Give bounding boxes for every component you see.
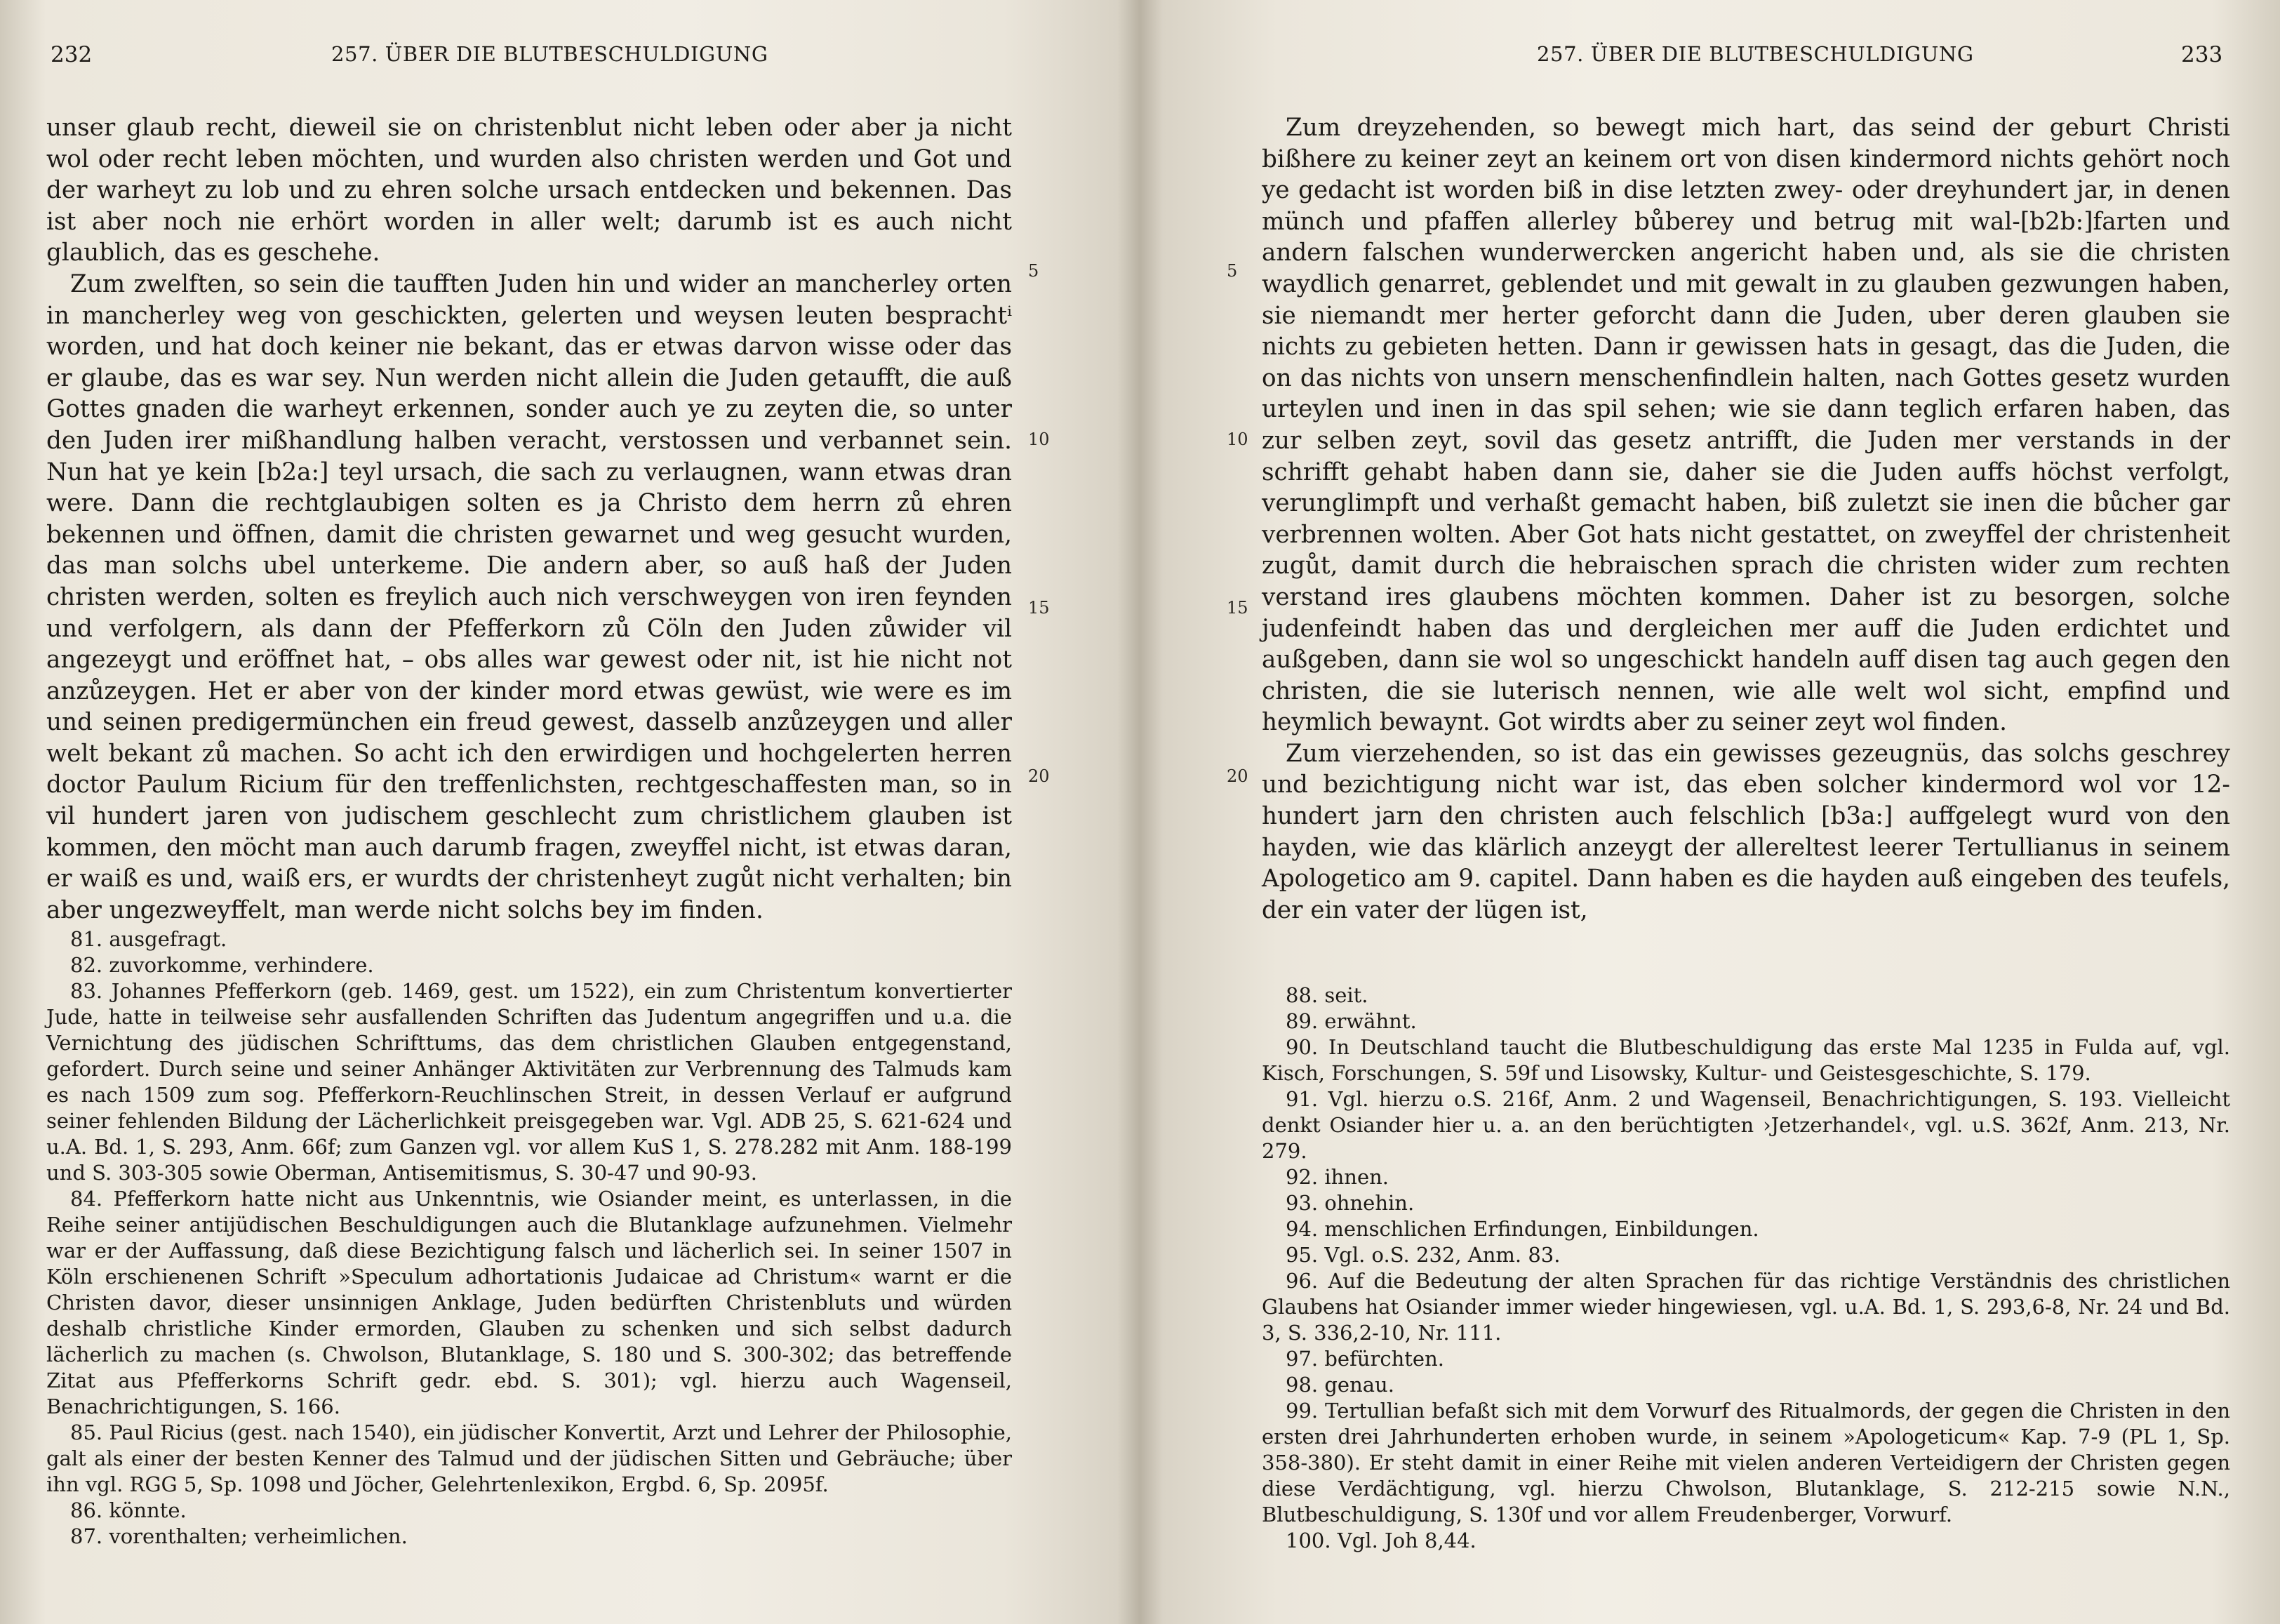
line-number: 15	[1028, 598, 1050, 618]
footnotes	[46, 926, 1012, 1550]
footnote: 97. befürchten.	[1286, 1347, 1444, 1371]
right-page	[1137, 0, 2280, 1624]
line-number: 15	[1227, 598, 1248, 618]
running-head: 257. ÜBER DIE BLUTBESCHULDIGUNG	[1537, 42, 1974, 66]
footnote: 81. ausgefragt.	[70, 927, 227, 951]
footnote: 99. Tertullian befaßt sich mit dem Vorwurf des Ritualmords, der gegen die Christen in den ersten drei Jahrhunderten erhoben wurde, in seinem »Apologeticum« Kap. 7-9 (PL 1, Sp. 358-380). Er steht damit in einer Reihe mit vielen anderen Verteidigern der Christen gegen diese Verdächtigung, vgl. hierzu Chwolson, Blutanklage, S. 212-215 sowie N.N., Blutbeschuldigung, S. 130f und vor allem Freudenberger, Vorwurf.	[1262, 1399, 2230, 1526]
paragraph: unser glaub recht, dieweil sie on christenblut nicht leben oder aber ja nicht wol oder recht leben möchten, und wurden also christen werden und Got und der warheyt zu lob und zu ehren solche ursach entdecken und bekennen. Das ist aber noch nie erhört worden in aller welt; darumb ist es auch nicht glaublich, das es geschehe.	[46, 114, 1012, 267]
footnote: 96. Auf die Bedeutung der alten Sprachen für das richtige Verständnis des christlichen Glaubens hat Osiander immer wieder hingewiesen, vgl. u.A. Bd. 1, S. 293,6-8, Nr. 24 und Bd. 3, S. 336,2-10, Nr. 111.	[1262, 1269, 2230, 1345]
footnote: 83. Johannes Pfefferkorn (geb. 1469, gest. um 1522), ein zum Christentum konvertierter Jude, hatte in teilweise sehr ausfallenden Schriften das Judentum angegriffen und u.a. die Vernichtung des jüdischen Schrifttums, das dem christlichen Glauben entgegenstand, gefordert. Durch seine und seiner Anhänger Aktivitäten zur Verbrennung des Talmuds kam es nach 1509 zum sog. Pfefferkorn-Reuchlinschen Streit, in dessen Verlauf er aufgrund seiner fehlenden Bildung der Lächerlichkeit preisgegeben war. Vgl. ADB 25, S. 621-624 und u.A. Bd. 1, S. 293, Anm. 66f; zum Ganzen vgl. vor allem KuS 1, S. 278.282 mit Anm. 188-199 und S. 303-305 sowie Oberman, Antisemitismus, S. 30-47 und 90-93.	[46, 979, 1012, 1185]
main-text	[46, 112, 1012, 926]
footnotes	[1262, 983, 2230, 1554]
paragraph: Zum dreyzehenden, so bewegt mich hart, das seind der geburt Christi bißhere zu keiner zeyt an keinem ort von disen kindermord nichts gehört noch ye gedacht ist worden biß in dise letzten zwey- oder dreyhundert jar, in denen münch und pfaffen allerley bůberey und betrug mit wal-[b2b:]farten und andern falschen wunderwercken angericht haben und, als sie die christen waydlich genarret, geblendet und mit gewalt in zu glauben gezwungen haben, sie niemandt mer herter geforcht dann die Juden, uber deren glauben sie nichts zu gebieten hetten. Dann ir gewissen hats in gesagt, das die Juden, die on das nichts von unsern menschenfindlein halten, nach Gottes gesetz wurden urteylen und inen in das spil sehen; wie sie dann teglich erfaren haben, das zur selben zeyt, sovil das gesetz antrifft, die Juden mer verstands in der schrifft gehabt haben dann sie, daher sie die Juden auffs höchst verfolgt, verunglimpft und verhaßt gemacht haben, biß zuletzt sie inen die bůcher gar verbrennen wolten. Aber Got hats nicht gestattet, on zweyffel der christenheit zugůt, damit durch die hebraischen sprach die christen wider zum rechten verstand ires glaubens möchten kommen. Daher ist zu besorgen, solche judenfeindt haben das und dergleichen mer auff die Juden erdichtet und außgeben, dann sie wol so ungeschickt handeln auff disen tag auch gegen den christen, die sie luterisch nennen, wie alle welt wol sicht, empfind und heymlich bewaynt. Got wirdts aber zu seiner zeyt wol finden.	[1262, 114, 2230, 737]
footnote: 89. erwähnt.	[1286, 1009, 1417, 1033]
left-page	[0, 0, 1137, 1624]
footnote: 94. menschlichen Erfindungen, Einbildungen.	[1286, 1217, 1759, 1241]
footnote: 87. vorenthalten; verheimlichen.	[70, 1524, 408, 1548]
footnote: 86. könnte.	[70, 1498, 187, 1522]
footnote: 95. Vgl. o.S. 232, Anm. 83.	[1286, 1243, 1561, 1267]
page-number: 233	[2181, 42, 2223, 67]
footnote: 88. seit.	[1286, 983, 1368, 1007]
footnote: 82. zuvorkomme, verhindere.	[70, 953, 374, 977]
footnote: 84. Pfefferkorn hatte nicht aus Unkenntnis, wie Osiander meint, es unterlassen, in die Reihe seiner antijüdischen Beschuldigungen auch die Blutanklage aufzunehmen. Vielmehr war er der Auffassung, daß diese Bezichtigung falsch und lächerlich sei. In seiner 1507 in Köln erschienenen Schrift »Speculum adhortationis Judaicae ad Christum« warnt er die Christen davor, dieser unsinnigen Anklage, Juden bedürften Christenbluts und würden deshalb christliche Kinder ermorden, Glauben zu schenken und sich selbst dadurch lächerlich zu machen (s. Chwolson, Blutanklage, S. 180 und S. 300-302; das betreffende Zitat aus Pfefferkorns Schrift gedr. ebd. S. 301); vgl. hierzu auch Wagenseil, Benachrichtigungen, S. 166.	[46, 1187, 1012, 1418]
line-number: 5	[1227, 261, 1238, 281]
line-number: 20	[1227, 766, 1248, 786]
footnote: 85. Paul Ricius (gest. nach 1540), ein jüdischer Konvertit, Arzt und Lehrer der Philosophie, galt als einer der besten Kenner des Talmud und der jüdischen Sitten und Gebräuche; über ihn vgl. RGG 5, Sp. 1098 und Jöcher, Gelehrtenlexikon, Ergbd. 6, Sp. 2095f.	[46, 1420, 1012, 1496]
footnote: 90. In Deutschland taucht die Blutbeschuldigung das erste Mal 1235 in Fulda auf, vgl. Kisch, Forschungen, S. 59f und Lisowsky, Kultur- und Geistesgeschichte, S. 179.	[1262, 1035, 2230, 1085]
running-head: 257. ÜBER DIE BLUTBESCHULDIGUNG	[331, 42, 768, 66]
footnote: 98. genau.	[1286, 1373, 1394, 1397]
footnote: 93. ohnehin.	[1286, 1191, 1415, 1215]
line-number: 10	[1227, 430, 1248, 449]
footnote: 92. ihnen.	[1286, 1165, 1389, 1189]
footnote: 91. Vgl. hierzu o.S. 216f, Anm. 2 und Wagenseil, Benachrichtigungen, S. 193. Vielleicht denkt Osiander hier u. a. an den berüchtigten ›Jetzerhandel‹, vgl. u.S. 362f, Anm. 213, Nr. 279.	[1262, 1087, 2230, 1163]
line-number: 10	[1028, 430, 1050, 449]
line-number: 20	[1028, 766, 1050, 786]
paragraph: Zum zwelften, so sein die taufften Juden hin und wider an mancherley orten in mancherley weg von geschickten, gelerten und weysen leuten besprachtⁱ worden, und hat doch keiner nie bekant, das er etwas darvon wisse oder das er glaube, das es war sey. Nun werden nicht allein die Juden getaufft, die auß Gottes gnaden die warheyt erkennen, sonder auch ye zu zeyten die, so unter den Juden irer mißhandlung halben veracht, verstossen und verbannet sein. Nun hat ye kein [b2a:] teyl ursach, die sach zu verlaugnen, wann etwas dran were. Dann die rechtglaubigen solten es ja Christo dem herrn zů ehren bekennen und öffnen, damit die christen gewarnet und weg gesucht wurden, das man solchs ubel unterkeme. Die andern aber, so auß haß der Juden christen werden, solten es freylich auch nich verschweygen von iren feynden und verfolgern, als dann der Pfefferkorn zů Cöln den Juden zůwider vil angezeygt und eröffnet hat, – obs alles war gewest oder nit, ist hie nicht not anzůzeygen. Het er aber von der kinder mord etwas gewüst, wie were es im und seinen predigermünchen ein freud gewest, dasselb anzůzeygen und aller welt bekant zů machen. So acht ich den erwirdigen und hochgelerten herren doctor Paulum Ricium für den treffenlichsten, rechtgeschaffesten man, so in vil hundert jaren von judischem geschlecht zum christlichem glauben ist kommen, den möcht man auch darumb fragen, zweyffel nicht, ist etwas daran, er waiß es und, waiß ers, er wurdts der christenheyt zugůt nicht verhalten; bin aber ungezweyffelt, man werde nicht solchs bey im finden.	[46, 269, 1012, 924]
main-text	[1262, 112, 2230, 926]
line-number: 5	[1028, 261, 1039, 281]
paragraph: Zum vierzehenden, so ist das ein gewisses gezeugnüs, das solchs geschrey und bezichtigung nicht war ist, das eben solcher kindermord wol vor 12-hundert jarn den christen auch felschlich [b3a:] auffgelegt wurd von den hayden, wie das klärlich anzeygt der allereltest leerer Tertullianus in seinem Apologetico am 9. capitel. Dann haben es die hayden auß eingeben des teufels, der ein vater der lügen ist,	[1262, 739, 2230, 924]
footnote: 100. Vgl. Joh 8,44.	[1286, 1529, 1476, 1552]
page-number: 232	[51, 42, 93, 67]
